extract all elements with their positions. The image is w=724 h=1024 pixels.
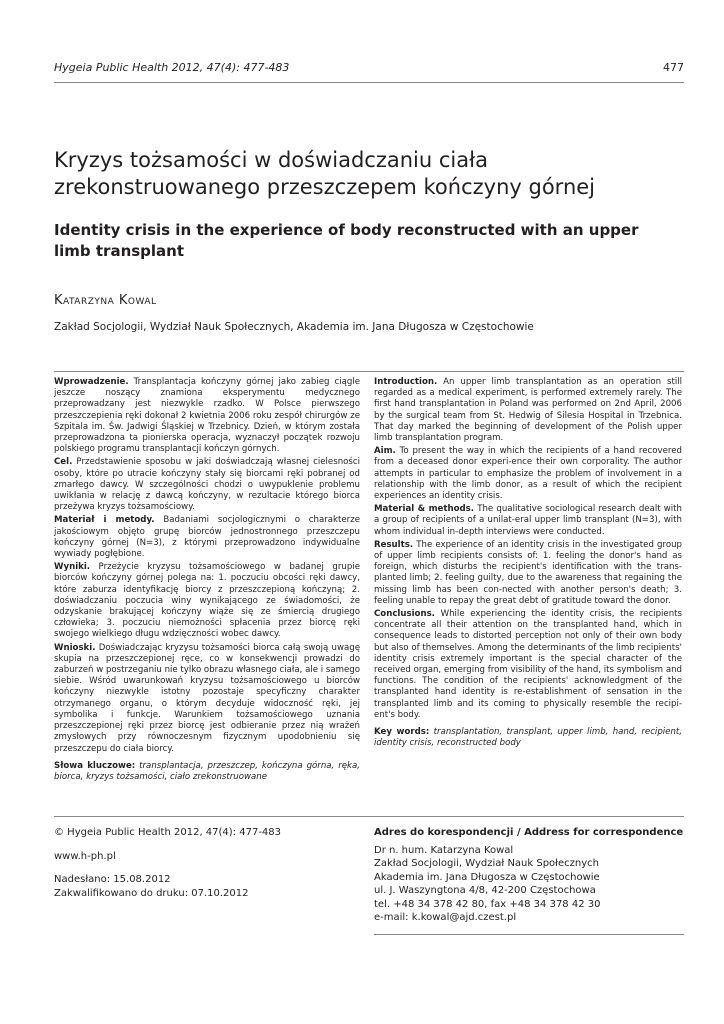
abstract-en-introduction: Introduction. An upper limb transplantation as an operation still regarded as a medical experiment, is performed extremely rarely. The first hand transplantation in Poland was performed on 2nd April, 2006 by the surgical team from St. Hedwig of Silesia Hospital in Trzebnica. That day marked the beginning of development of the Polish upper limb transplantation program. <box>374 377 682 444</box>
abstract-en-methods: Material & methods. The qualitative sociological research dealt with a group of recipients of a unilat-eral upper limb transplant (N=3), with whom individual in-depth interviews were conducted. <box>374 504 682 537</box>
correspondence-line: ul. J. Waszyngtona 4/8, 42-200 Częstochowa <box>374 885 596 896</box>
copyright: © Hygeia Public Health 2012, 47(4): 477-483 <box>54 827 282 838</box>
keywords-pl: Słowa kluczowe: transplantacja, przeszczep, kończyna górna, ręka, biorca, kryzys tożsamości, ciało zrekonstruowane <box>54 760 360 782</box>
page-number: 477 <box>663 61 684 74</box>
footer-publication-info <box>54 826 354 900</box>
correspondence-title: Adres do korespondencji / Address for correspondence <box>374 827 684 838</box>
website-link[interactable]: www.h-ph.pl <box>54 850 116 862</box>
keywords-en: Key words: transplantation, transplant, upper limb, hand, recipient, identity crisis, reconstructed body <box>374 727 683 749</box>
abstract-en-aim: Aim. To present the way in which the recipients of a hand recovered from a deceased donor experi-ence their own corporality. The author attempts in particular to emphasize the problem of involvement in a relationship with the limb donor, as a result of which the recipient experiences an identity crisis. <box>374 446 682 502</box>
abstract-pl-conclusions: Wnioski. Doświadczając kryzysu tożsamości biorca całą swoją uwagę skupia na przeszczepionej ręce, co w konsekwencji prowadzi do zaburzeń w postrzeganiu nie tylko obrazu własnego ciała, ale i samego siebie. Wśród uwarunkowań kryzysu tożsamościowego u biorców kończyny niezwykle istotny pozostaje specyficzny charakter otrzymanego organu, o którym decyduje widoczność ręki, jej symbolika i funkcje. Warunkiem tożsamościowego uznania przeszczepionej ręki przez biorcę jest odbieranie przez nią wrażeń zmysłowych przy równoczesnym fizycznym upodobnieniu się przeszczepu do ciała biorcy. <box>54 642 360 754</box>
title-english: Identity crisis in the experience of body reconstructed with an upper limb transplant <box>54 221 639 260</box>
header-rule <box>54 82 684 83</box>
correspondence-line: tel. +48 34 378 42 80, fax +48 34 378 42 30 <box>374 898 601 910</box>
correspondence-block <box>374 826 684 925</box>
title-polish: Kryzys tożsamości w doświadczaniu ciała zrekonstruowanego przeszczepem kończyny górnej <box>54 148 596 199</box>
abstract-top-rule <box>54 371 684 372</box>
abstract-pl-introduction: Wprowadzenie. Transplantacja kończyny górnej jako zabieg ciągle jeszcze noszący znamiona eksperymentu medycznego przeprowadzany jest niezwykle rzadko. W Polsce pierwszego przeszczepienia ręki dokonał 2 kwietnia 2006 roku zespół chirurgów ze Szpitala im. Św. Jadwigi Śląskiej w Trzebnicy. Dzień, w którym została przeprowadzona ta pionierska operacja, wyznaczył początek rozwoju polskiego programu transplantacji kończyn górnych. <box>54 377 360 455</box>
correspondence-line: Akademia im. Jana Długosza w Częstochowie <box>374 871 600 883</box>
received-date: Nadesłano: 15.08.2012 <box>54 874 171 885</box>
abstract-pl-results: Wyniki. Przeżycie kryzysu tożsamościowego w badanej grupie biorców kończyny górnej polega na: 1. poczuciu obcości ręki dawcy, które zaburza identyfikację biorcy z przeszczepioną kończyną; 2. doświadczaniu poczucia winy wynikającego ze świadomości, że odzyskanie brakującej kończyny wiąże się ze śmiercią drugiego człowieka; 3. poczuciu niemożności spłacenia przez biorcę ręki swojego wielkiego długu wdzięczności wobec dawcy. <box>54 562 360 640</box>
running-header-journal: Hygeia Public Health 2012, 47(4): 477-483 <box>54 61 290 74</box>
author: Katarzyna Kowal <box>54 293 157 308</box>
correspondence-email[interactable]: e-mail: k.kowal@ajd.czest.pl <box>374 912 517 923</box>
correspondence-rule <box>374 934 684 935</box>
abstract-polish <box>54 377 360 785</box>
abstract-pl-methods: Materiał i metody. Badaniami socjologicznymi o charakterze jakościowym objęto grupę biorców jednostronnego przeszczepu kończyny górnej (N=3), z którymi przeprowadzono indywidualne wywiady pogłębione. <box>54 515 360 560</box>
abstract-en-conclusions: Conclusions. While experiencing the identity crisis, the recipients concentrate all their attention on the transplanted hand, which in consequence leads to distorted perception not only of their own body but also of themselves. Among the determinants of the limb recipients' identity crisis extremely important is the special character of the received organ, emerging from visibility of the hand, its symbolism and functions. The condition of the recipients' acknowledgment of the transplanted hand identity is re-establishment of sensation in the transplanted limb and its coming to physically resemble the recipi-ent's body. <box>374 609 682 720</box>
abstract-pl-aim: Cel. Przedstawienie sposobu w jaki doświadczają własnej cielesności osoby, które po utracie kończyny stały się biorcami ręki pobranej od zmarłego dawcy. W szczególności chodzi o uwypuklenie problemu uwikłania w relację z dawcą kończyny, w rezultacie którego biorca przeżywa kryzys tożsamościowy. <box>54 457 360 513</box>
abstract-english <box>374 377 682 752</box>
accepted-date: Zakwalifikowano do druku: 07.10.2012 <box>54 887 249 899</box>
correspondence-line: Zakład Socjologii, Wydział Nauk Społecznych <box>374 858 599 869</box>
correspondence-line: Dr n. hum. Katarzyna Kowal <box>374 844 514 856</box>
abstract-en-results: Results. The experience of an identity crisis in the investigated group of upper limb recipients consists of: 1. feeling the donor's hand as foreign, which disturbs the recipient's identification with the trans-planted limb; 2. feeling guilty, due to the awareness that regaining the missing limb has been con-nected with another person's death; 3. feeling unable to repay the great debt of gratitude toward the donor. <box>374 539 682 606</box>
abstract-bottom-rule <box>54 816 684 817</box>
affiliation: Zakład Socjologii, Wydział Nauk Społecznych, Akademia im. Jana Długosza w Częstochowie <box>54 321 534 333</box>
